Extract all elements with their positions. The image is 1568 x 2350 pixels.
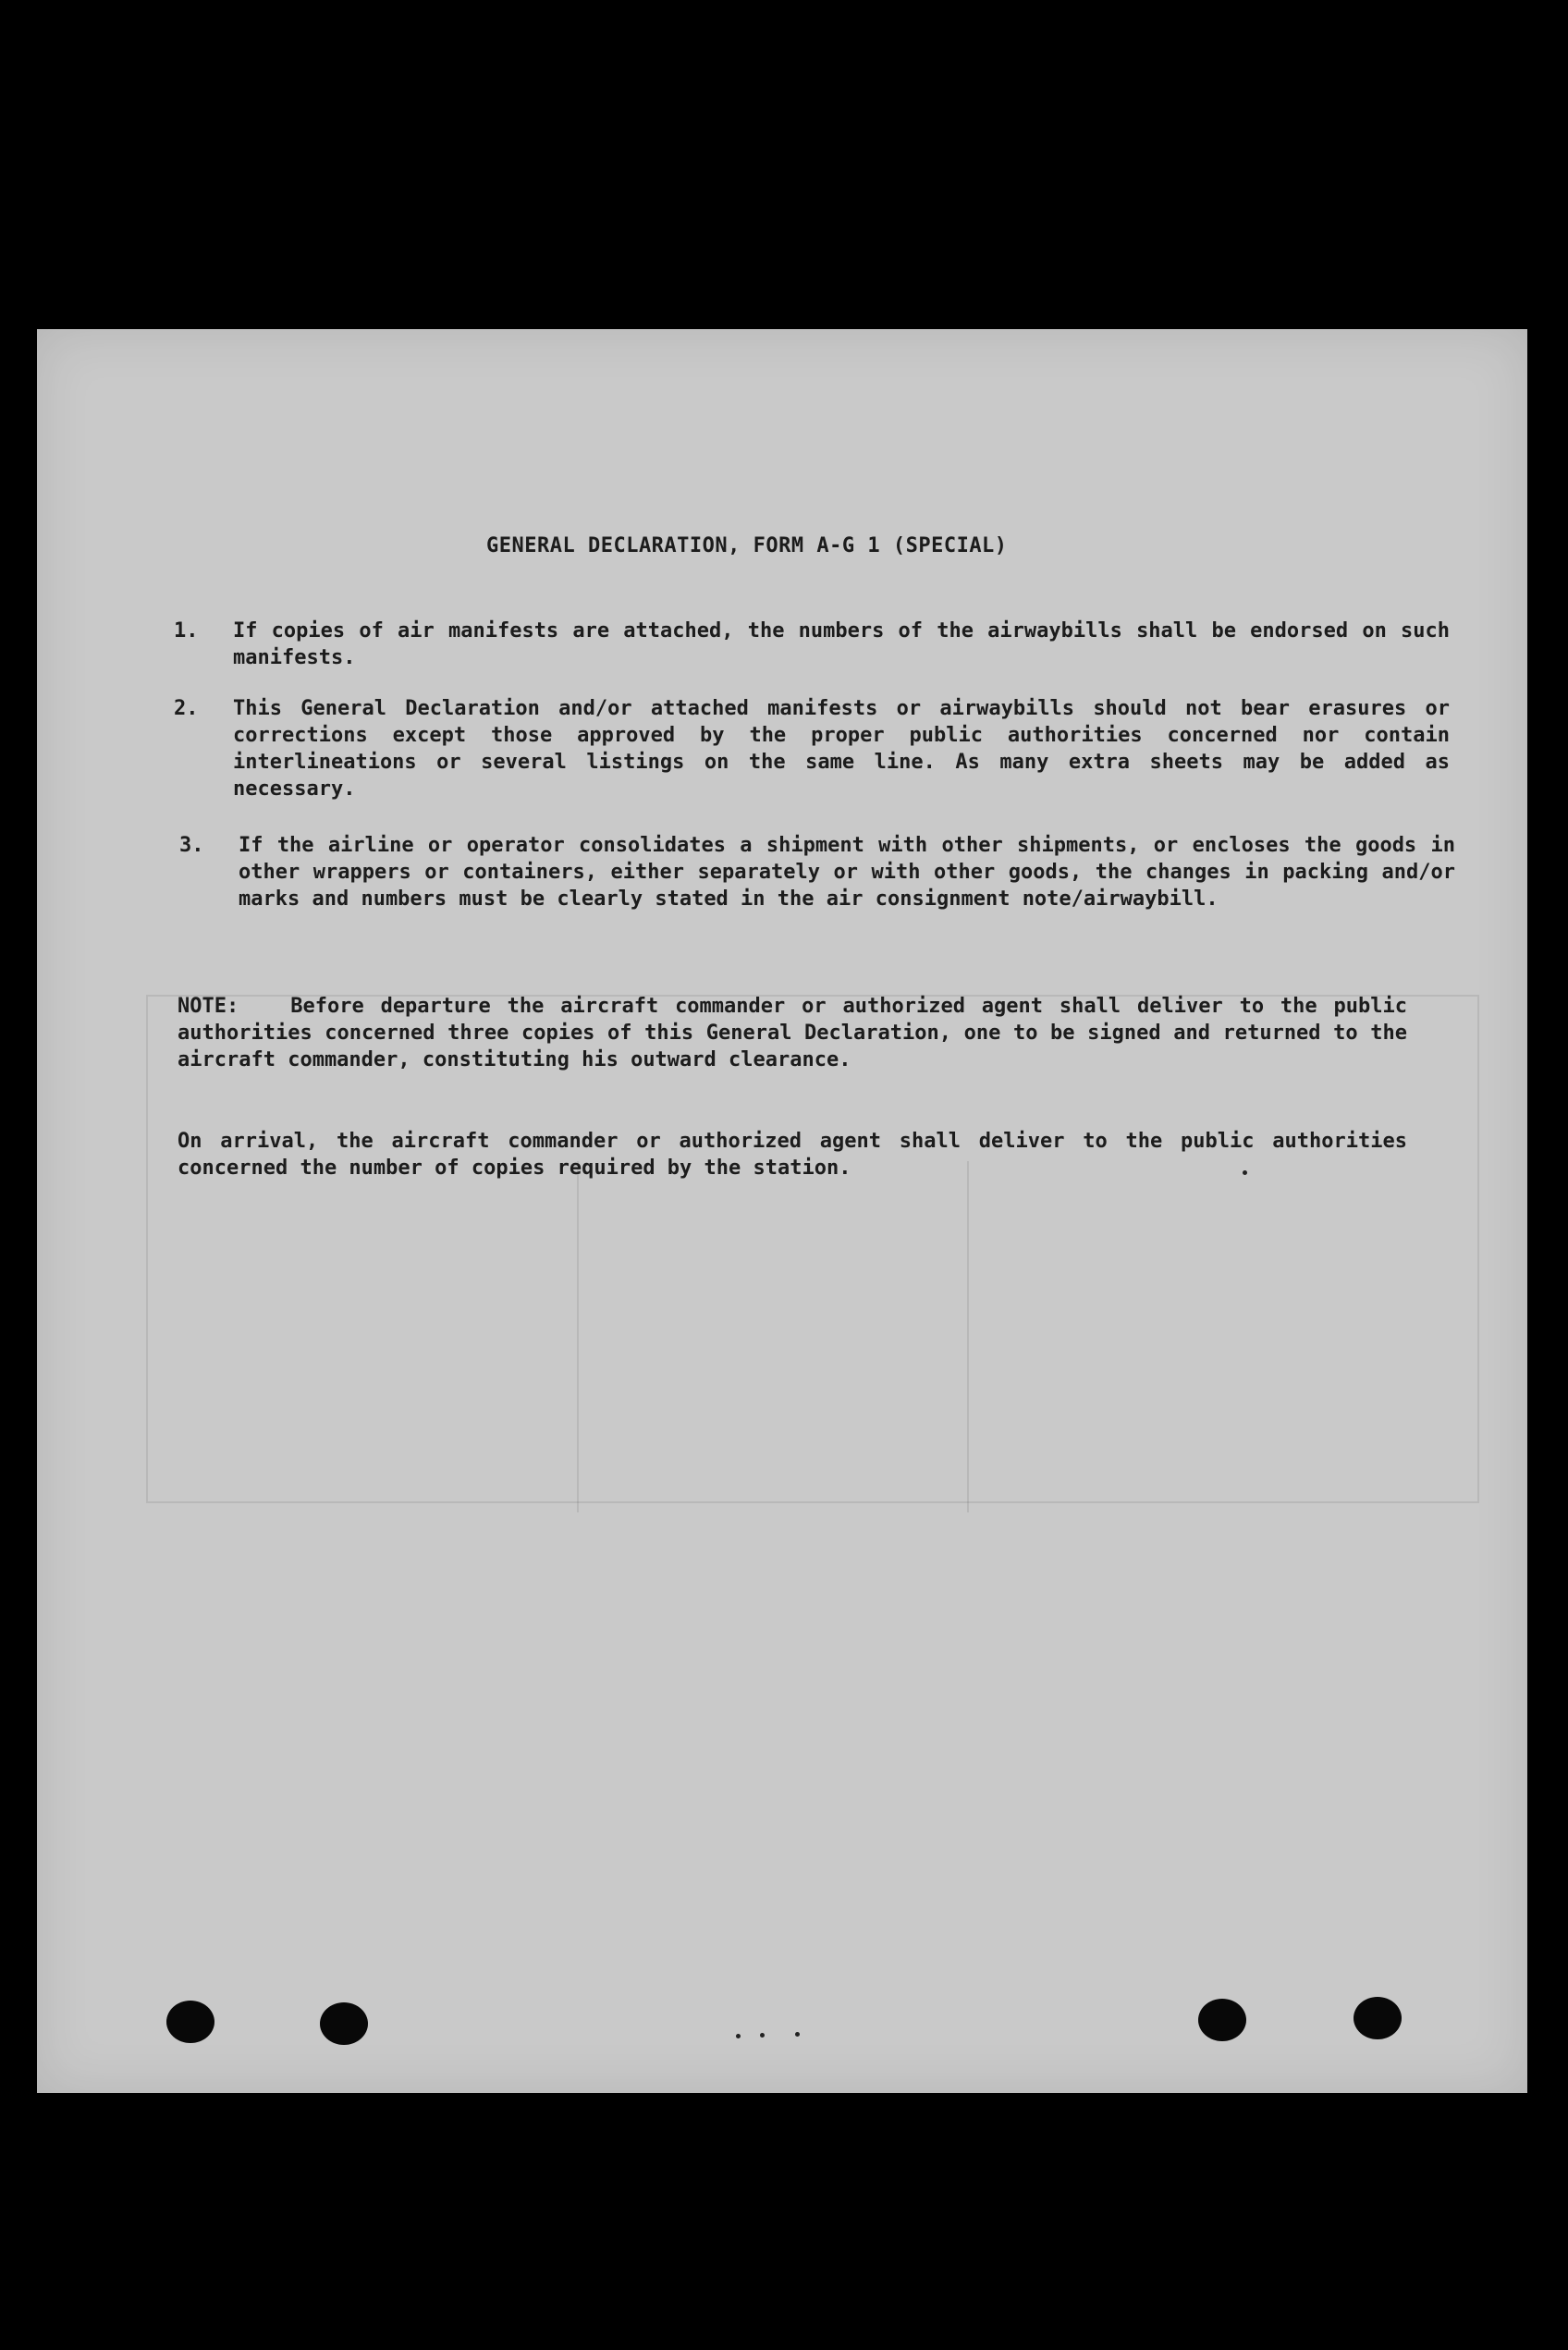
punch-hole-right-1 xyxy=(1198,1999,1246,2041)
document-title: GENERAL DECLARATION, FORM A-G 1 (SPECIAL) xyxy=(486,534,1008,557)
speck xyxy=(760,2033,765,2038)
note-text: Before departure the aircraft commander or authorized agent shall deliver to the public authorities concerned three copies of this General Declaration, one to be signed and returned to the aircraft commander, constituting his outward clearance. xyxy=(178,995,1407,1071)
bleed-through-column xyxy=(577,1161,969,1512)
note-paragraph xyxy=(178,993,1407,1073)
item-text: If copies of air manifests are attached, the numbers of the airwaybills shall be endorsed on such manifests. xyxy=(233,619,1450,669)
item-text: This General Declaration and/or attached manifests or airwaybills should not bear erasures or corrections except those approved by the proper public authorities concerned nor contain interlineations or several listings on the same line. As many extra sheets may be added as necessary. xyxy=(233,697,1450,801)
note-label: NOTE: xyxy=(178,995,239,1018)
punch-hole-right-2 xyxy=(1354,1997,1402,2039)
item-text: If the airline or operator consolidates a shipment with other shipments, or encloses the goods in other wrappers or containers, either separately or with other goods, the changes in packing and/or marks and numbers must be clearly stated in the air consignment note/airwaybill. xyxy=(239,834,1455,911)
punch-hole-left-2 xyxy=(320,2002,368,2045)
speck xyxy=(795,2032,800,2037)
arrival-paragraph xyxy=(178,1128,1407,1181)
punch-hole-left-1 xyxy=(166,2001,214,2043)
item-number: 1. xyxy=(174,619,199,643)
instruction-item-3 xyxy=(179,832,1455,912)
instruction-item-2 xyxy=(174,695,1450,802)
arrival-text: On arrival, the aircraft commander or authorized agent shall deliver to the public authorities concerned the number of copies required by the station. xyxy=(178,1130,1407,1180)
item-number: 2. xyxy=(174,697,199,720)
speck xyxy=(736,2034,741,2038)
document-page xyxy=(37,329,1527,2093)
speck xyxy=(1243,1170,1247,1175)
instruction-item-1 xyxy=(174,618,1450,671)
item-number: 3. xyxy=(179,834,204,857)
